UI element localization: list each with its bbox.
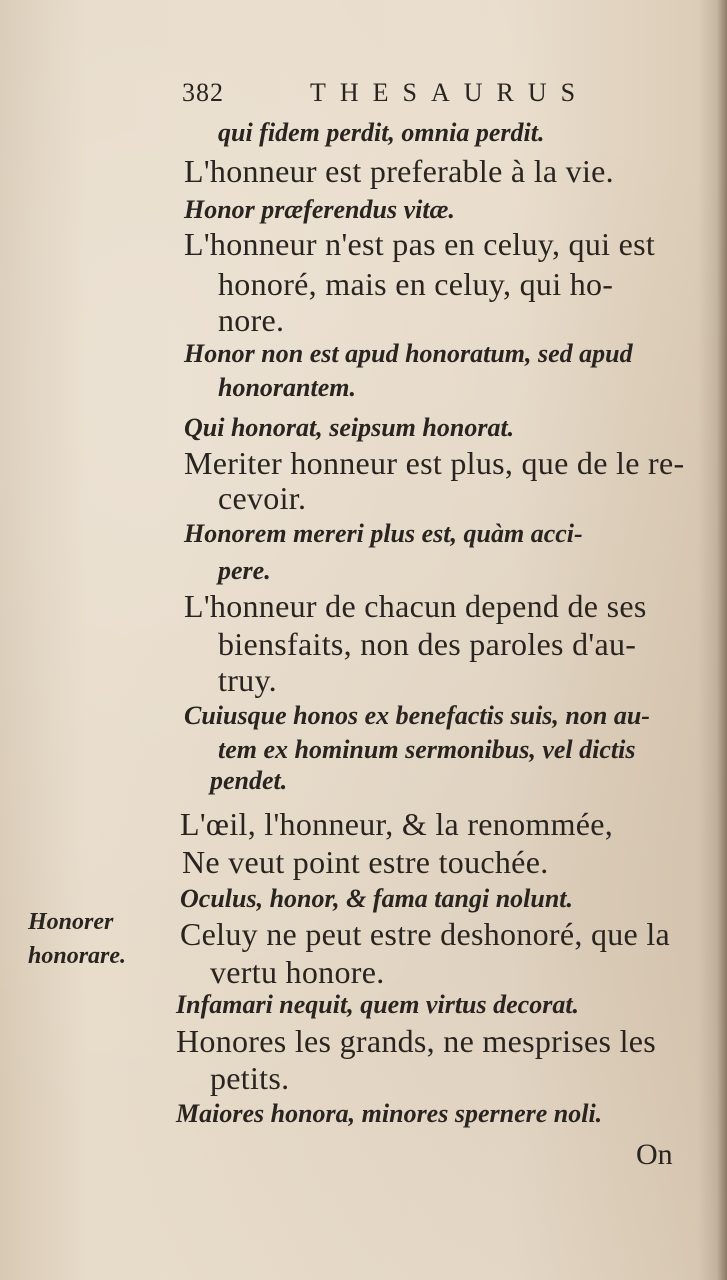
page-edge-shadow — [717, 0, 727, 1280]
text-line: Honor non est apud honoratum, sed apud — [184, 339, 633, 368]
text-line: Honorem mereri plus est, quàm acci- — [184, 519, 583, 548]
text-line: Cuiusque honos ex benefactis suis, non au- — [184, 701, 650, 730]
text-line: petits. — [210, 1060, 290, 1096]
text-line: biensfaits, non des paroles d'au- — [218, 626, 637, 662]
text-line: vertu honore. — [210, 954, 385, 990]
text-line: Honores les grands, ne mesprises les — [176, 1023, 657, 1059]
text-line: Honor præferendus vitæ. — [184, 195, 455, 224]
text-line: Oculus, honor, & fama tangi nolunt. — [180, 884, 574, 913]
text-line: Celuy ne peut estre deshonoré, que la — [180, 916, 671, 952]
text-line: Meriter honneur est plus, que de le re- — [184, 445, 685, 481]
text-line: L'honneur est preferable à la vie. — [184, 153, 614, 189]
catchword: On — [636, 1138, 673, 1171]
text-line: honorantem. — [218, 373, 356, 402]
text-line: qui fidem perdit, omnia perdit. — [218, 118, 545, 147]
page-header — [182, 78, 612, 108]
running-title: THESAURUS — [310, 78, 590, 107]
text-line: pere. — [218, 556, 271, 585]
text-line: pendet. — [210, 766, 288, 795]
text-line: L'honneur n'est pas en celuy, qui est — [184, 226, 656, 262]
margin-note: honorare. — [28, 943, 127, 969]
text-line: L'honneur de chacun depend de ses — [184, 588, 647, 624]
text-line: Maiores honora, minores spernere noli. — [176, 1099, 603, 1128]
text-line: cevoir. — [218, 480, 307, 516]
text-line: honoré, mais en celuy, qui ho- — [218, 266, 614, 302]
page-number: 382 — [182, 78, 224, 107]
text-line: truy. — [218, 662, 277, 698]
text-line: Infamari nequit, quem virtus decorat. — [176, 990, 580, 1019]
text-line: L'œil, l'honneur, & la renommée, — [180, 806, 614, 842]
text-line: Qui honorat, seipsum honorat. — [184, 413, 515, 442]
text-line: Ne veut point estre touchée. — [182, 844, 549, 880]
text-line: tem ex hominum sermonibus, vel dictis — [218, 735, 636, 764]
text-line: nore. — [218, 302, 285, 338]
margin-note: Honorer — [28, 909, 114, 935]
